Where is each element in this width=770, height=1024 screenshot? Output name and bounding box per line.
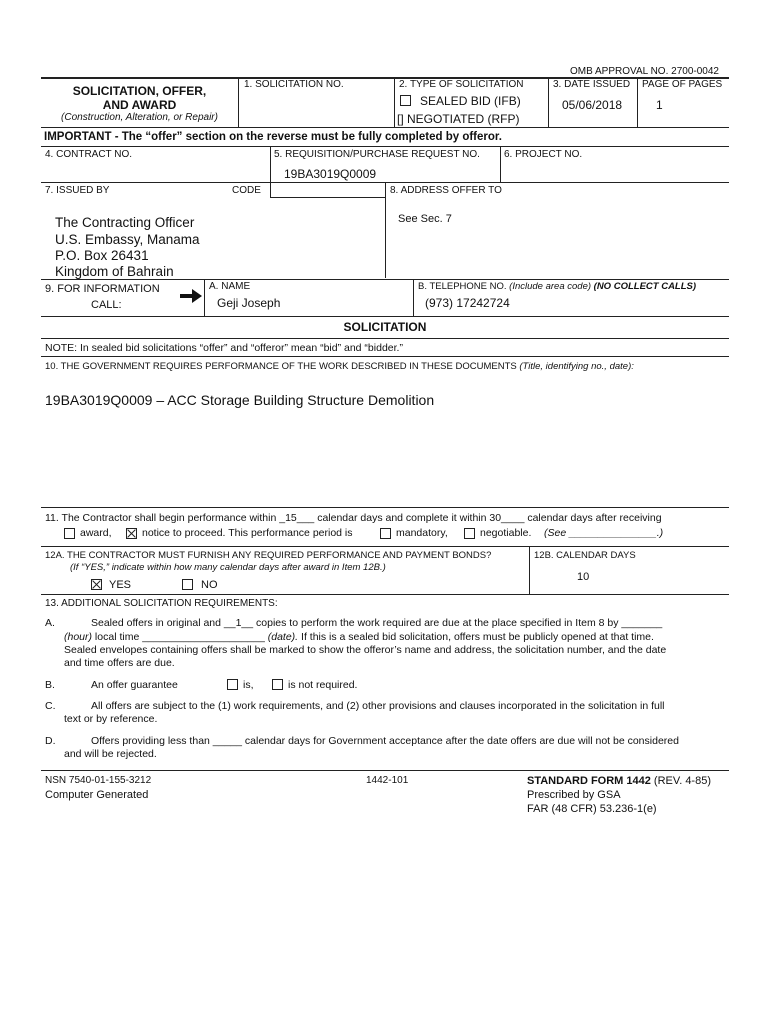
mandatory-checkbox[interactable] bbox=[380, 528, 391, 539]
divider bbox=[204, 280, 205, 316]
divider bbox=[385, 183, 386, 278]
item13d-line1: Offers providing less than _____ calendar days for Government acceptance after the date offers are due will not be considered bbox=[91, 735, 679, 747]
guarantee-not-required-checkbox[interactable] bbox=[272, 679, 283, 690]
notice-to-proceed-label: notice to proceed. This performance period is bbox=[142, 527, 353, 539]
no-collect-calls: (NO COLLECT CALLS) bbox=[593, 281, 697, 292]
divider bbox=[270, 147, 271, 198]
issuer-line: P.O. Box 26431 bbox=[55, 248, 149, 263]
form-title-line2: AND AWARD bbox=[102, 98, 177, 112]
standard-form-title bbox=[527, 775, 711, 788]
divider bbox=[238, 78, 239, 127]
telephone-label-main: B. TELEPHONE NO. bbox=[418, 281, 507, 292]
item13d-line2: and will be rejected. bbox=[64, 748, 157, 760]
see-reference: (See _______________.) bbox=[544, 527, 664, 539]
item10-label-main: 10. THE GOVERNMENT REQUIRES PERFORMANCE OF THE WORK DESCRIBED IN THESE DOCUMENTS bbox=[45, 361, 517, 372]
item13a-letter: A. bbox=[45, 617, 55, 629]
calendar-days-value: 10 bbox=[577, 571, 590, 583]
guarantee-not-required-label: is not required. bbox=[288, 679, 358, 691]
project-no-label: 6. PROJECT NO. bbox=[504, 149, 583, 160]
bonds-yes-label: YES bbox=[109, 579, 132, 591]
rule bbox=[41, 546, 729, 547]
issuer-line: The Contracting Officer bbox=[55, 215, 195, 230]
arrow-right-icon bbox=[180, 289, 202, 303]
divider bbox=[548, 78, 549, 127]
standard-form-rev: (REV. 4-85) bbox=[650, 775, 711, 787]
rule bbox=[41, 594, 729, 595]
name-label: A. NAME bbox=[209, 281, 251, 292]
divider bbox=[500, 147, 501, 183]
item13b-letter: B. bbox=[45, 679, 55, 691]
item13c-line1: All offers are subject to the (1) work requirements, and (2) other provisions and clauses incorporated in the solicitation in full bbox=[91, 700, 665, 712]
rule bbox=[41, 770, 729, 771]
code-box-bottom bbox=[270, 197, 385, 198]
negotiable-checkbox[interactable] bbox=[464, 528, 475, 539]
notice-to-proceed-checkbox[interactable] bbox=[126, 528, 137, 539]
issuer-line: Kingdom of Bahrain bbox=[55, 264, 174, 279]
item13d-letter: D. bbox=[45, 735, 56, 747]
contact-name-value: Geji Joseph bbox=[217, 296, 281, 310]
telephone-label bbox=[418, 281, 696, 293]
telephone-value: (973) 17242724 bbox=[425, 296, 510, 310]
rule bbox=[41, 279, 729, 280]
negotiable-label: negotiable. bbox=[480, 527, 532, 539]
prescribed-by: Prescribed by GSA bbox=[527, 789, 621, 801]
rule bbox=[41, 356, 729, 357]
page-of-pages-label: PAGE OF PAGES bbox=[642, 79, 723, 90]
item13a-line2 bbox=[64, 631, 654, 644]
item13a-line3: Sealed envelopes containing offers shall be marked to show the offeror’s name and address, the solicitation number, and the date bbox=[64, 644, 667, 656]
rule bbox=[41, 507, 729, 508]
for-information-label: 9. FOR INFORMATION bbox=[45, 283, 160, 295]
item13-label: 13. ADDITIONAL SOLICITATION REQUIREMENTS: bbox=[45, 598, 278, 609]
omb-approval-number: OMB APPROVAL NO. 2700-0042 bbox=[570, 66, 719, 77]
item13c-line2: text or by reference. bbox=[64, 713, 158, 725]
nsn-number: NSN 7540-01-155-3212 bbox=[45, 775, 152, 786]
item10-label bbox=[45, 361, 634, 373]
requisition-no-label: 5. REQUISITION/PURCHASE REQUEST NO. bbox=[274, 149, 480, 160]
bonds-yes-checkbox[interactable] bbox=[91, 579, 102, 590]
form-code: 1442-101 bbox=[366, 775, 409, 786]
rule bbox=[41, 146, 729, 147]
project-title-value: 19BA3019Q0009 – ACC Storage Building Structure Demolition bbox=[45, 392, 435, 408]
date-issued-label: 3. DATE ISSUED bbox=[553, 79, 631, 90]
divider bbox=[394, 78, 395, 127]
contract-no-label: 4. CONTRACT NO. bbox=[45, 149, 133, 160]
code-label: CODE bbox=[232, 185, 261, 196]
issued-by-label: 7. ISSUED BY bbox=[45, 185, 110, 196]
divider bbox=[413, 280, 414, 316]
divider bbox=[637, 78, 638, 127]
call-label: CALL: bbox=[91, 299, 122, 311]
computer-generated: Computer Generated bbox=[45, 789, 149, 801]
local-time-text: local time _____________________ bbox=[92, 631, 268, 643]
offer-guarantee-text: An offer guarantee bbox=[91, 679, 178, 691]
rule bbox=[41, 316, 729, 317]
sealed-bid-label: SEALED BID (IFB) bbox=[420, 94, 521, 108]
form-title-sub: (Construction, Alteration, or Repair) bbox=[61, 112, 218, 123]
bonds-no-checkbox[interactable] bbox=[182, 579, 193, 590]
award-checkbox[interactable] bbox=[64, 528, 75, 539]
address-offer-to-label: 8. ADDRESS OFFER TO bbox=[390, 185, 502, 196]
sealed-bid-checkbox[interactable] bbox=[400, 95, 411, 106]
divider bbox=[529, 547, 530, 594]
item11-line1: 11. The Contractor shall begin performance within _15___ calendar days and complete it within 30____ calendar days after receiving bbox=[45, 512, 662, 524]
type-of-solicitation-label: 2. TYPE OF SOLICITATION bbox=[399, 79, 524, 90]
guarantee-is-checkbox[interactable] bbox=[227, 679, 238, 690]
rule bbox=[41, 127, 729, 128]
solicitation-no-label: 1. SOLICITATION NO. bbox=[244, 79, 344, 90]
award-label: award, bbox=[80, 527, 112, 539]
item13a-line1: Sealed offers in original and __1__ copies to perform the work required are due at the place specified in Item 8 by _______ bbox=[91, 617, 663, 629]
item12b-label: 12B. CALENDAR DAYS bbox=[534, 550, 636, 561]
issuer-line: U.S. Embassy, Manama bbox=[55, 232, 200, 247]
mandatory-label: mandatory, bbox=[396, 527, 448, 539]
item13a-line4: and time offers are due. bbox=[64, 657, 175, 669]
standard-form-number: STANDARD FORM 1442 bbox=[527, 775, 651, 787]
item12a-label: 12A. THE CONTRACTOR MUST FURNISH ANY REQUIRED PERFORMANCE AND PAYMENT BONDS? bbox=[45, 550, 492, 561]
hour-label: (hour) bbox=[64, 631, 93, 643]
bonds-no-label: NO bbox=[201, 579, 218, 591]
solicitation-heading: SOLICITATION bbox=[343, 320, 427, 334]
important-notice: IMPORTANT - The “offer” section on the reverse must be fully completed by offeror. bbox=[44, 131, 502, 143]
item12a-sub: (If “YES,” indicate within how many calendar days after award in Item 12B.) bbox=[70, 562, 386, 573]
rule bbox=[41, 338, 729, 339]
form-title-line1: SOLICITATION, OFFER, bbox=[72, 84, 207, 98]
requisition-no-value: 19BA3019Q0009 bbox=[284, 167, 377, 181]
opening-text: If this is a sealed bid solicitation, offers must be publicly opened at that time. bbox=[298, 631, 654, 643]
date-issued-value: 05/06/2018 bbox=[562, 98, 623, 112]
date-label: (date). bbox=[267, 631, 299, 643]
address-offer-to-value: See Sec. 7 bbox=[398, 213, 452, 225]
page-number-value: 1 bbox=[656, 98, 663, 112]
guarantee-is-label: is, bbox=[243, 679, 254, 691]
negotiated-option: [] NEGOTIATED (RFP) bbox=[397, 112, 520, 126]
item10-label-italic: (Title, identifying no., date): bbox=[519, 361, 634, 372]
telephone-label-area: (Include area code) bbox=[509, 281, 592, 292]
sealed-bid-note: NOTE: In sealed bid solicitations “offer” and “offeror” mean “bid” and “bidder.” bbox=[45, 342, 403, 354]
far-citation: FAR (48 CFR) 53.236-1(e) bbox=[527, 803, 657, 815]
item13c-letter: C. bbox=[45, 700, 56, 712]
